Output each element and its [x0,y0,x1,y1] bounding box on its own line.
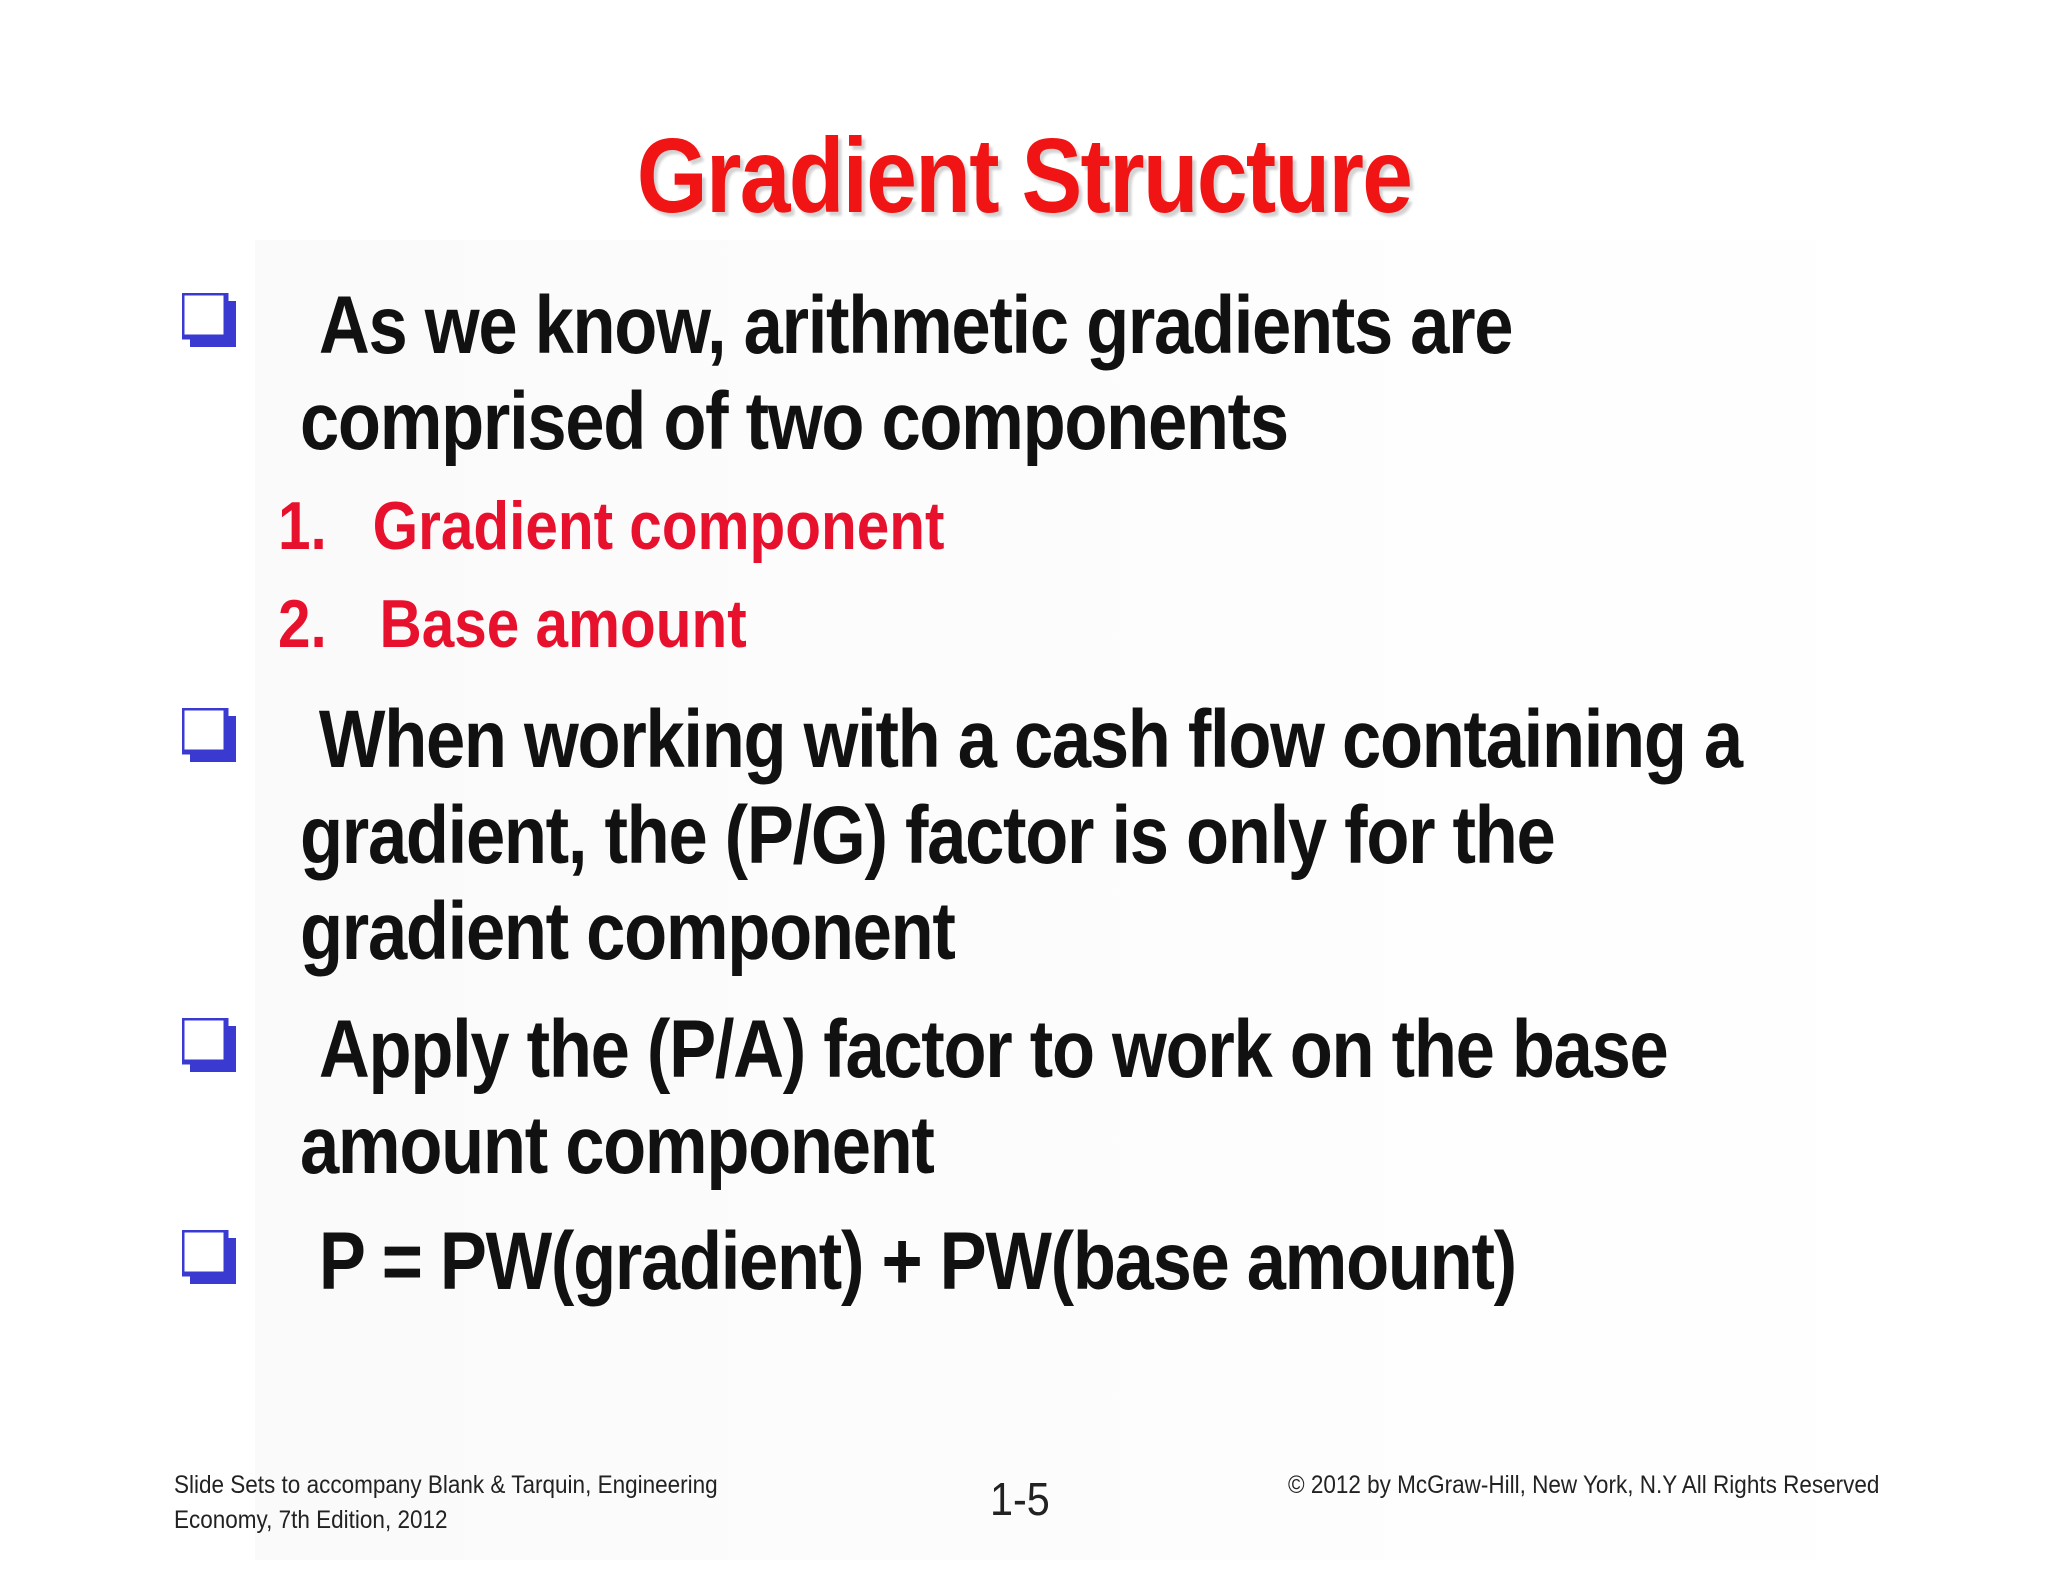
slide-title: Gradient Structure [636,117,1412,235]
bullet-3-text [300,1002,1762,1194]
bullet-1-text [300,278,1762,470]
sub-item-2 [278,584,747,664]
bullet-2-text [300,692,1762,980]
sub-item-2-number: 2. [278,586,327,662]
bullet-2-line-2: gradient, the (P/G) factor is only for the [300,790,1555,881]
bullet-2-line-1: When working with a cash flow containing a [318,694,1742,785]
bullet-3-line-2: amount component [300,1100,934,1191]
bullet-3-line-1: Apply the (P/A) factor to work on the base [318,1004,1668,1095]
bullet-1-line-1: As we know, arithmetic gradients are [318,280,1513,371]
sub-item-1 [278,486,944,566]
bullet-2-line-3: gradient component [300,886,955,977]
checkbox-square-icon [182,708,236,762]
footer-citation [174,1468,750,1538]
sub-item-1-number: 1. [278,488,327,564]
footer-citation-line-2: Economy, 7th Edition, 2012 [174,1506,448,1534]
bullet-4-text [300,1214,1762,1310]
checkbox-square-icon [182,1018,236,1072]
footer-copyright: © 2012 by McGraw-Hill, New York, N.Y All Rights Reserved [1288,1471,1880,1499]
bullet-4-line-1: P = PW(gradient) + PW(base amount) [318,1216,1516,1307]
checkbox-square-icon [182,1230,236,1284]
footer-citation-line-1: Slide Sets to accompany Blank & Tarquin, Engineering [174,1471,718,1499]
bullet-1-line-2: comprised of two components [300,376,1288,467]
sub-item-1-text: Gradient component [372,488,945,564]
sub-item-2-text: Base amount [379,586,747,662]
slide-number: 1-5 [990,1473,1050,1525]
checkbox-square-icon [182,293,236,347]
